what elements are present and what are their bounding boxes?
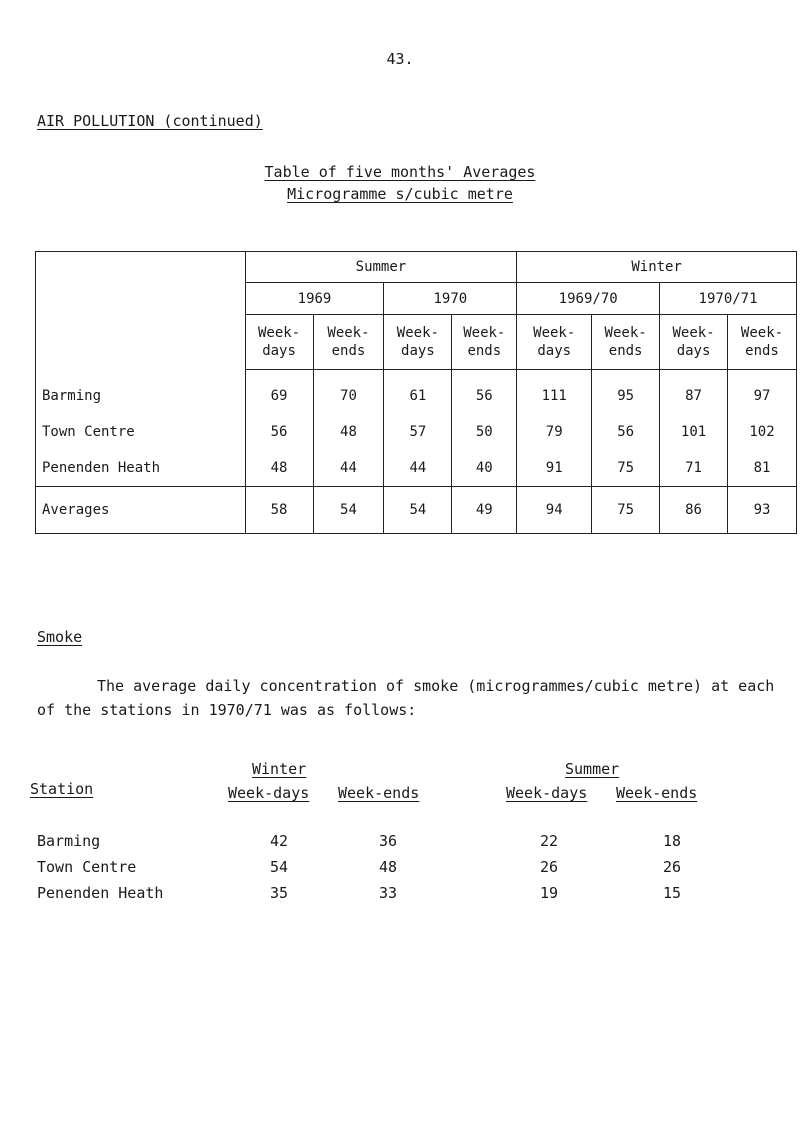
- type-header: Week- ends: [728, 315, 797, 370]
- station-name: Town Centre: [37, 858, 137, 876]
- type-header: Week- days: [384, 315, 452, 370]
- value-cell: 15: [662, 884, 682, 902]
- value-cell: 19: [539, 884, 559, 902]
- average-cell: 58: [245, 487, 313, 534]
- season-header-winter: Winter: [517, 252, 797, 283]
- smoke-paragraph: The average daily concentration of smoke (microgrammes/cubic metre) at each of the stations in 1970/71 was as follows:: [37, 677, 775, 719]
- station-header: Station: [30, 780, 94, 798]
- average-cell: 54: [313, 487, 384, 534]
- value-cell: 101: [660, 414, 728, 450]
- value-cell: 26: [539, 858, 559, 876]
- corner-cell: [36, 252, 246, 283]
- station-name: Barming: [37, 832, 101, 850]
- type-header: Week- days: [245, 315, 313, 370]
- value-cell: 18: [662, 832, 682, 850]
- type-header: Week- days: [660, 315, 728, 370]
- value-cell: 69: [245, 370, 313, 415]
- value-cell: 33: [378, 884, 398, 902]
- station-name: Town Centre: [36, 414, 246, 450]
- average-cell: 94: [517, 487, 592, 534]
- type-header: Week- ends: [313, 315, 384, 370]
- table-units-text: Microgramme s/cubic metre: [287, 185, 513, 203]
- averages-label: Averages: [36, 487, 246, 534]
- summer-header: Summer: [565, 760, 620, 778]
- year-header: 1969: [245, 283, 384, 315]
- value-cell: 56: [592, 414, 660, 450]
- table-row: [0, 858, 800, 878]
- value-cell: 57: [384, 414, 452, 450]
- table-row: [0, 884, 800, 904]
- smoke-heading: Smoke: [37, 628, 83, 646]
- page-number: 43.: [386, 50, 414, 68]
- table-row: [36, 414, 797, 450]
- table-row: [0, 832, 800, 852]
- value-cell: 75: [592, 450, 660, 487]
- summer-weekends-header: Week-ends: [616, 784, 698, 802]
- value-cell: 81: [728, 450, 797, 487]
- value-cell: 79: [517, 414, 592, 450]
- value-cell: 61: [384, 370, 452, 415]
- type-header: Week- ends: [452, 315, 517, 370]
- value-cell: 91: [517, 450, 592, 487]
- value-cell: 22: [539, 832, 559, 850]
- value-cell: 44: [384, 450, 452, 487]
- value-cell: 40: [452, 450, 517, 487]
- value-cell: 54: [269, 858, 289, 876]
- value-cell: 48: [245, 450, 313, 487]
- year-header: 1970: [384, 283, 517, 315]
- value-cell: 56: [245, 414, 313, 450]
- average-cell: 86: [660, 487, 728, 534]
- winter-weekends-header: Week-ends: [338, 784, 420, 802]
- winter-weekdays-header: Week-days: [228, 784, 310, 802]
- year-header: 1969/70: [517, 283, 660, 315]
- value-cell: 48: [313, 414, 384, 450]
- table-row: [36, 450, 797, 487]
- season-header-summer: Summer: [245, 252, 517, 283]
- station-name: Penenden Heath: [37, 884, 164, 902]
- section-heading: AIR POLLUTION (continued): [37, 112, 263, 130]
- five-month-averages-table: [35, 251, 797, 534]
- average-cell: 49: [452, 487, 517, 534]
- average-cell: 54: [384, 487, 452, 534]
- average-cell: 93: [728, 487, 797, 534]
- value-cell: 71: [660, 450, 728, 487]
- table-units: [0, 185, 800, 203]
- value-cell: 95: [592, 370, 660, 415]
- table-row: [36, 370, 797, 415]
- value-cell: 44: [313, 450, 384, 487]
- station-name: Penenden Heath: [36, 450, 246, 487]
- value-cell: 26: [662, 858, 682, 876]
- summer-weekdays-header: Week-days: [506, 784, 588, 802]
- value-cell: 87: [660, 370, 728, 415]
- value-cell: 111: [517, 370, 592, 415]
- value-cell: 97: [728, 370, 797, 415]
- average-cell: 75: [592, 487, 660, 534]
- table-title-text: Table of five months' Averages: [264, 163, 536, 181]
- type-header: Week- ends: [592, 315, 660, 370]
- value-cell: 42: [269, 832, 289, 850]
- table-title: [0, 163, 800, 181]
- averages-row: [36, 487, 797, 534]
- value-cell: 35: [269, 884, 289, 902]
- value-cell: 36: [378, 832, 398, 850]
- winter-header: Winter: [252, 760, 307, 778]
- year-header: 1970/71: [660, 283, 797, 315]
- type-header: Week- days: [517, 315, 592, 370]
- value-cell: 70: [313, 370, 384, 415]
- station-name: Barming: [36, 370, 246, 415]
- value-cell: 56: [452, 370, 517, 415]
- value-cell: 48: [378, 858, 398, 876]
- value-cell: 50: [452, 414, 517, 450]
- value-cell: 102: [728, 414, 797, 450]
